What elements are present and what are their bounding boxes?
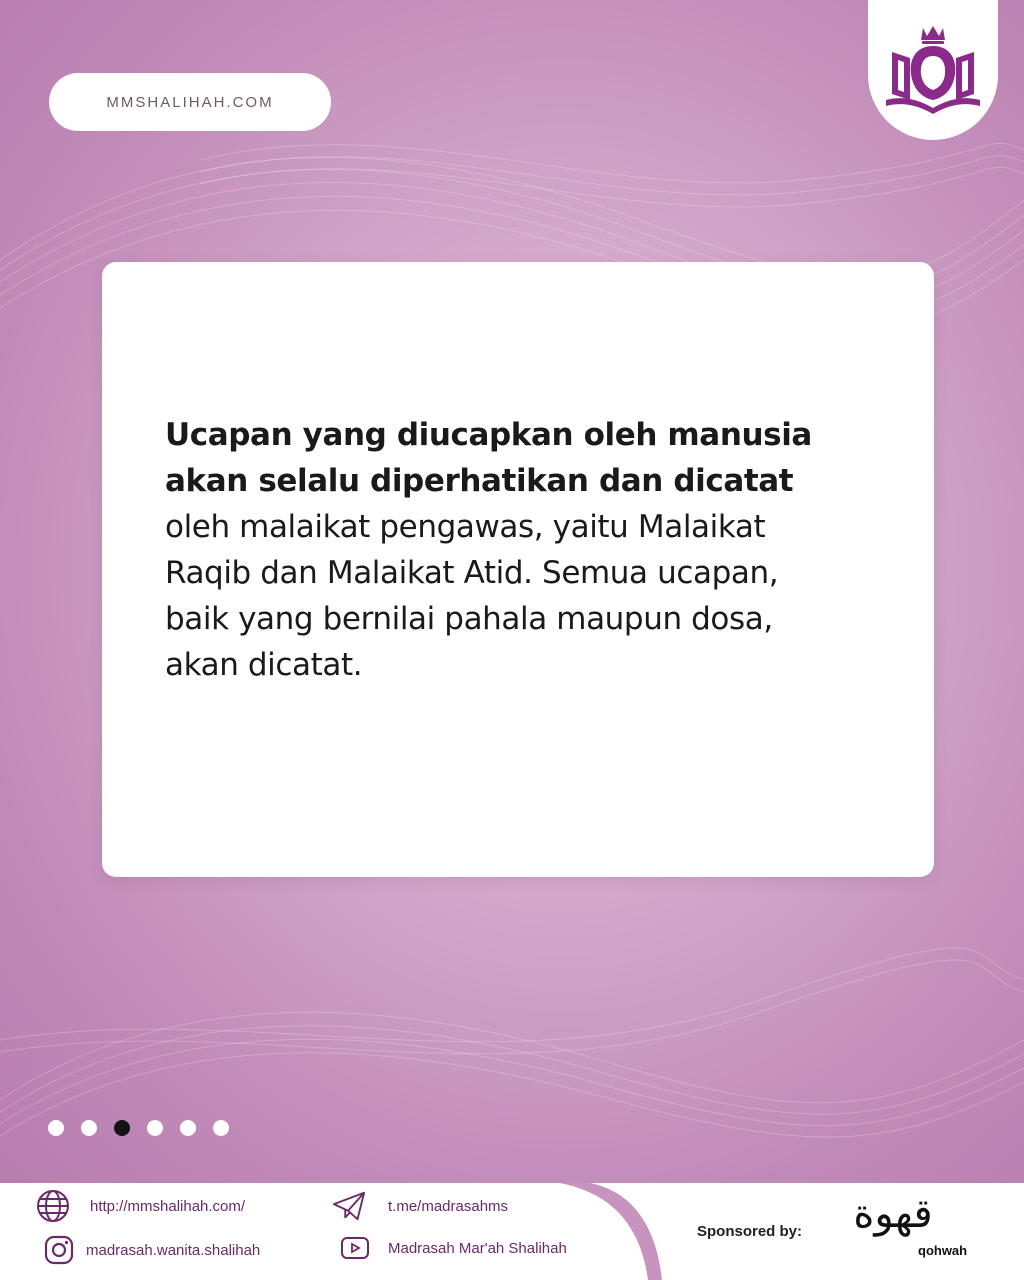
card-body-text: oleh malaikat pengawas, yaitu Malaikat Raqib dan Malaikat Atid. Semua ucapan, baik yang bernilai pahala maupun dosa, akan dicatat. [165,509,779,683]
footer-youtube[interactable] [338,1231,567,1265]
sponsor-label: Sponsored by: [697,1223,803,1240]
pagination-dots [48,1120,246,1136]
pagination-dot[interactable] [180,1120,196,1136]
youtube-icon [338,1231,372,1265]
card-bold-text: Ucapan yang diucapkan oleh manusia akan selalu diperhatikan dan dicatat [165,417,812,499]
pagination-dot[interactable] [213,1120,229,1136]
website-link[interactable]: http://mmshalihah.com/ [90,1197,246,1215]
logo-tab [868,0,998,140]
telegram-icon [332,1189,366,1223]
pagination-dot[interactable] [81,1120,97,1136]
site-url-pill[interactable]: MMSHALIHAH.COM [49,73,331,131]
footer-website[interactable] [36,1189,245,1223]
telegram-link[interactable]: t.me/madrasahms [388,1197,509,1215]
qohwah-latin-wordmark: qohwah [918,1243,968,1258]
footer [0,1183,1024,1280]
footer-telegram[interactable] [332,1189,508,1223]
qohwah-arabic-wordmark: قهوة [853,1191,933,1237]
instagram-icon [42,1233,76,1267]
content-card [102,262,934,877]
footer-instagram[interactable] [42,1233,260,1267]
pagination-dot[interactable] [48,1120,64,1136]
madrasah-logo-icon [878,16,988,126]
qohwah-logo [838,1189,978,1269]
pagination-dot[interactable] [147,1120,163,1136]
youtube-channel[interactable]: Madrasah Mar'ah Shalihah [388,1239,567,1257]
instagram-handle[interactable]: madrasah.wanita.shalihah [86,1241,261,1259]
globe-icon [36,1189,70,1223]
pagination-dot-active[interactable] [114,1120,130,1136]
card-text [165,412,845,688]
